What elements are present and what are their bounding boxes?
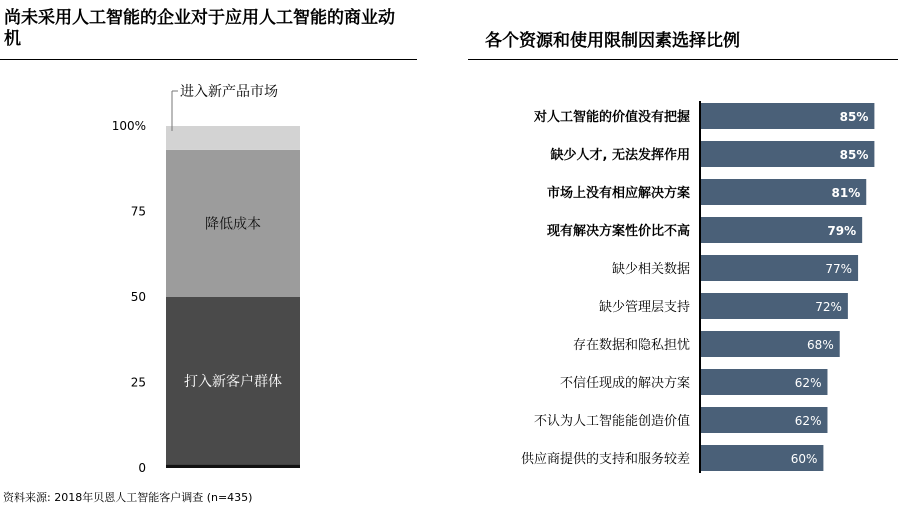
- y-axis-tick-label: 25: [130, 375, 146, 390]
- stacked-bar-segment: [166, 126, 300, 150]
- segment-label: 降低成本: [205, 216, 261, 233]
- y-axis-tick-label: 0: [138, 461, 146, 475]
- bar-value-label: 62%: [794, 414, 822, 428]
- bar-value-label: 81%: [831, 186, 861, 200]
- y-axis-tick-label: 50: [130, 290, 146, 304]
- bar-value-label: 62%: [794, 376, 822, 390]
- category-label: 现有解决方案性价比不高: [546, 224, 690, 239]
- bar-value-label: 79%: [827, 224, 857, 238]
- category-label: 对人工智能的价值没有把握: [533, 110, 690, 125]
- right-chart-title: 各个资源和使用限制因素选择比例: [485, 31, 740, 51]
- bar-value-label: 85%: [839, 148, 869, 162]
- y-axis-tick-label: 100%: [111, 119, 146, 133]
- category-label: 存在数据和隐私担忧: [572, 338, 690, 353]
- category-label: 供应商提供的支持和服务较差: [520, 452, 690, 467]
- category-label: 市场上没有相应解决方案: [546, 186, 690, 201]
- y-axis-tick-label: 75: [130, 204, 146, 219]
- category-label: 缺少人才, 无法发挥作用: [550, 148, 690, 163]
- segment-label: 打入新客户群体: [184, 373, 282, 390]
- category-label: 不认为人工智能能创造价值: [533, 414, 690, 429]
- left-chart-title: 尚未采用人工智能的企业对于应用人工智能的商业动机: [4, 8, 395, 49]
- stacked-bar-baseline: [166, 465, 300, 468]
- source-note: 资料来源: 2018年贝恩人工智能客户调查 (n=435): [3, 491, 253, 504]
- bar-value-label: 60%: [790, 452, 818, 466]
- bar-value-label: 72%: [815, 300, 842, 314]
- bar-value-label: 77%: [825, 262, 853, 276]
- bar-value-label: 68%: [807, 338, 834, 352]
- bar-value-label: 85%: [839, 110, 869, 124]
- category-label: 缺少管理层支持: [598, 300, 690, 315]
- segment-callout-label: 进入新产品市场: [180, 84, 278, 100]
- category-label: 缺少相关数据: [611, 262, 690, 277]
- category-label: 不信任现成的解决方案: [559, 376, 690, 391]
